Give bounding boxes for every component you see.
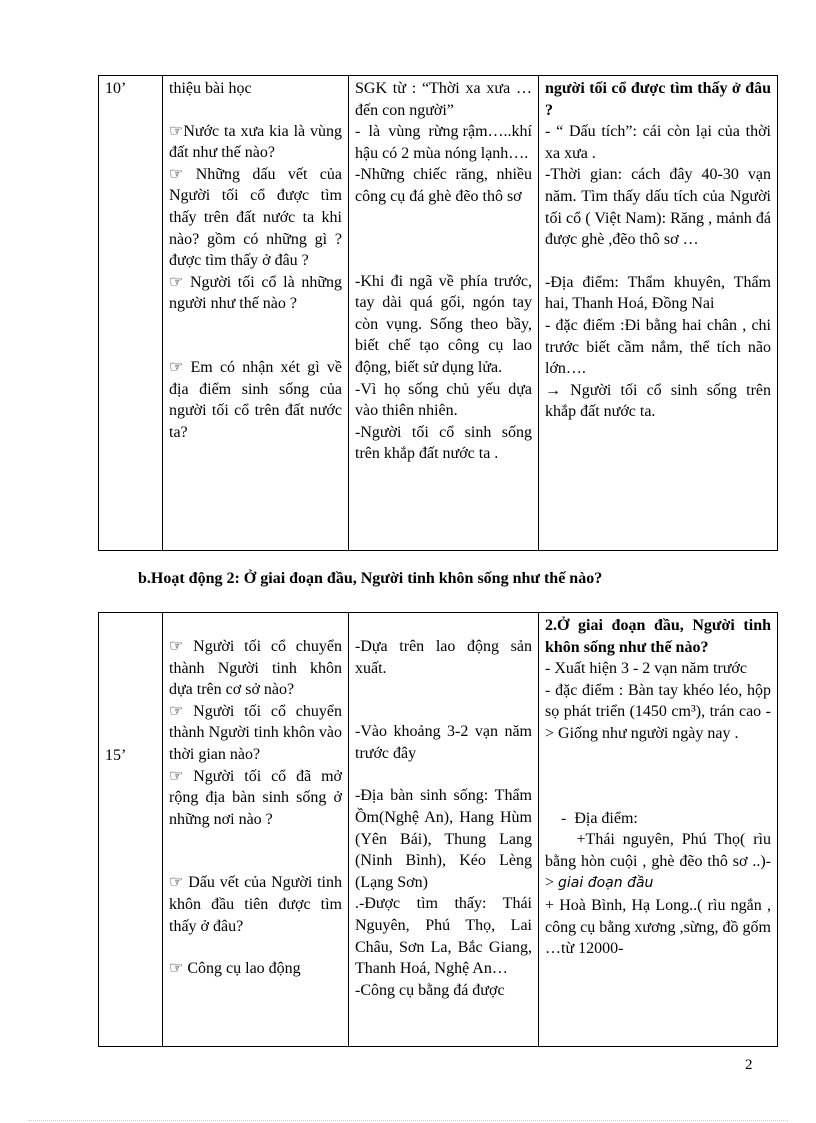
answer-line: -Dựa trên lao động sản xuất. bbox=[355, 638, 536, 677]
teacher-question-column bbox=[162, 613, 348, 1046]
answer-line: -Người tối cổ sinh sống trên khắp đất nước ta . bbox=[355, 423, 536, 463]
content-line: → Người tối cổ sinh sống trên khắp đất nước ta. bbox=[545, 381, 775, 421]
answer-line: -Những chiếc răng, nhiều công cụ đá ghè đẽo thô sơ bbox=[355, 166, 536, 205]
content-line: - Xuất hiện 3 - 2 vạn năm trước bbox=[545, 660, 747, 678]
student-answer-column bbox=[348, 613, 538, 1046]
answer-line: .-Được tìm thấy: Thái Nguyên, Phú Thọ, Lai Châu, Sơn La, Bắc Giang, Thanh Hoá, Nghệ An… bbox=[355, 895, 536, 978]
question-2: ☞ Người tối cổ chuyển thành Người tinh khôn vào thời gian nào? bbox=[169, 702, 346, 763]
question-4: ☞ Dấu vết của Người tinh khôn đầu tiên được tìm thấy ở đâu? bbox=[169, 874, 346, 935]
content-line: - “ Dấu tích”: cái còn lại của thời xa xưa . bbox=[545, 123, 775, 162]
question-4: ☞ Em có nhận xét gì về địa điểm sinh sống của người tối cổ trên đất nước ta? bbox=[169, 358, 346, 441]
answer-line: -Vì họ sống chủ yếu dựa vào thiên nhiên. bbox=[355, 380, 536, 420]
time-cell: 10’ bbox=[105, 80, 127, 97]
content-line-text: +Thái nguyên, Phú Thọ( rìu bằng hòn cuội , ghè đẽo thô sơ ..)-> bbox=[545, 831, 775, 892]
teacher-question-column bbox=[162, 76, 348, 550]
question-1: ☞ Người tối cổ chuyển thành Người tinh khôn dựa trên cơ sở nào? bbox=[169, 638, 346, 699]
lesson-table-1 bbox=[98, 75, 778, 551]
italic-phrase: giai đoạn đầu bbox=[558, 875, 654, 892]
answer-line: -Khi đi ngã về phía trước, tay dài quá gối, ngón tay còn vụng. Sống theo bầy, biết chế tạo công cụ lao động, biết sử dụng lửa. bbox=[355, 272, 536, 376]
content-line: -Thời gian: cách đây 40-30 vạn năm. Tìm thấy dấu tích của Người tối cổ ( Việt Nam): Răng , mảnh đá được ghè ,đẽo thô sơ … bbox=[545, 166, 775, 249]
content-heading: 2.Ở giai đoạn đầu, Người tinh khôn sống như thế nào? bbox=[545, 617, 775, 656]
content-line: - đặc điểm : Bàn tay khéo léo, hộp sọ phát triển (1450 cm³), trán cao -> Giống như người ngày nay . bbox=[545, 681, 775, 742]
question-3: ☞ Người tối cổ là những người như thế nào ? bbox=[169, 273, 346, 313]
content-line: - đặc điểm :Đi bằng hai chân , chi trước biết cầm nắm, thể tích não lớn…. bbox=[545, 316, 775, 378]
student-answer-column bbox=[348, 76, 538, 550]
text-line: thiệu bài học bbox=[169, 80, 252, 97]
answer-line: -Công cụ bằng đá được bbox=[355, 981, 505, 999]
answer-line: - là vùng rừng rậm…..khí hậu có 2 mùa nóng lạnh…. bbox=[355, 123, 536, 162]
content-line: + Hoà Bình, Hạ Long..( rìu ngắn , công cụ bằng xương ,sừng, đồ gốm …từ 12000- bbox=[545, 896, 775, 958]
page-number: 2 bbox=[745, 1057, 753, 1073]
lesson-table-2 bbox=[98, 612, 778, 1047]
answer-line: -Vào khoảng 3-2 vạn năm trước đây bbox=[355, 723, 536, 762]
time-column bbox=[99, 76, 162, 550]
content-line bbox=[545, 829, 775, 895]
content-line: - Địa điểm: bbox=[545, 809, 638, 827]
question-3: ☞ Người tối cổ đã mở rộng địa bàn sinh sống ở những nơi nào ? bbox=[169, 767, 346, 828]
time-column bbox=[99, 613, 162, 1046]
section-title: b.Hoạt động 2: Ở giai đoạn đầu, Người tinh khôn sống như thế nào? bbox=[138, 570, 603, 587]
content-column bbox=[538, 76, 777, 550]
question-1: ☞Nước ta xưa kia là vùng đất như thế nào? bbox=[169, 122, 346, 162]
time-cell: 15’ bbox=[105, 747, 127, 764]
content-heading: người tối cổ được tìm thấy ở đâu ? bbox=[545, 80, 775, 119]
content-column bbox=[538, 613, 777, 1046]
question-5: ☞ Công cụ lao động bbox=[169, 960, 301, 978]
answer-line: SGK từ : “Thời xa xưa … đến con người” bbox=[355, 80, 536, 119]
answer-line: -Địa bàn sinh sống: Thẩm Ồm(Nghệ An), Hang Hùm (Yên Bái), Thung Lang (Ninh Bình), Kéo Lèng (Lạng Sơn) bbox=[355, 787, 536, 891]
question-2: ☞ Những dấu vết của Người tối cổ được tìm thấy trên đất nước ta khi nào? gồm có những gì ? được tìm thấy ở đâu ? bbox=[169, 165, 346, 270]
page-bottom-divider bbox=[28, 1120, 788, 1121]
content-line: -Địa điểm: Thẩm khuyên, Thẩm hai, Thanh Hoá, Đồng Nai bbox=[545, 273, 775, 313]
